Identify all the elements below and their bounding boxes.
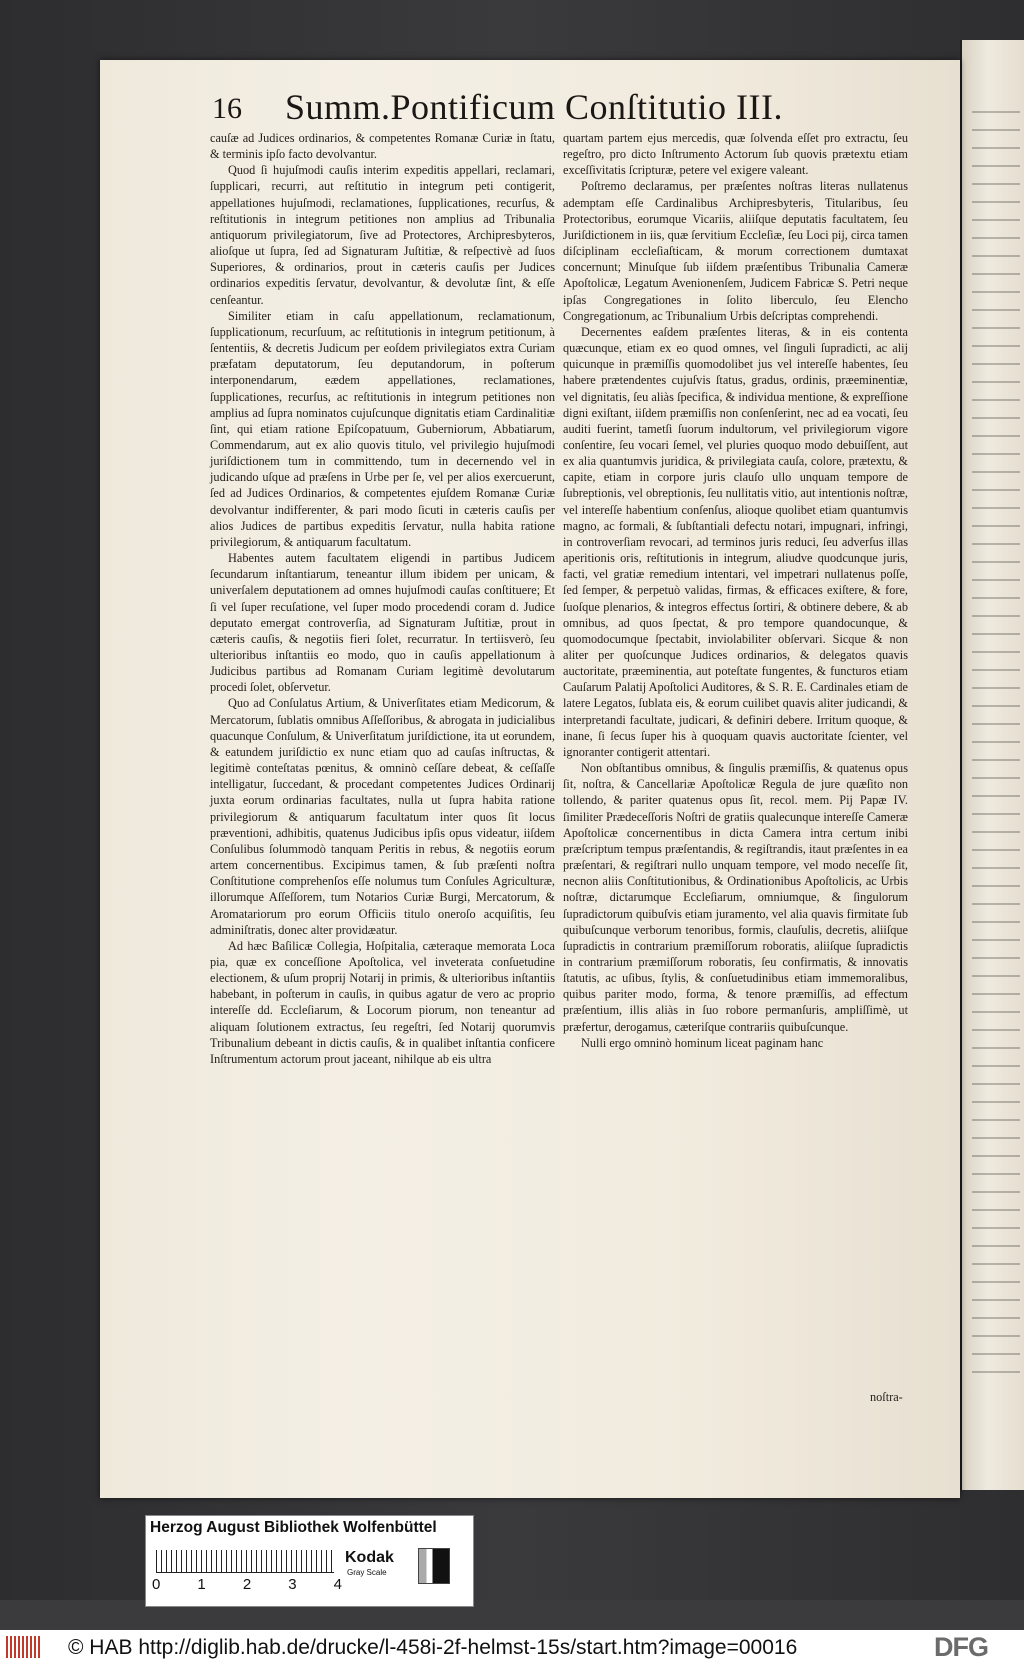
right-column [563,130,908,1051]
paragraph: cauſæ ad Judices ordinarios, & competentes Romanæ Curiæ in ſtatu, & terminis ipſo facto devolvantur. [210,131,555,162]
paragraph: Ad hæc Baſilicæ Collegia, Hoſpitalia, cæteraque memorata Loca pia, quæ ex conceſſione Apoſtolica, vel inveterata conſuetudine electionem, & uſum proprij Notarij in primis, & ulterioribus inſtantiis habebant, in poſterum in cauſis, in quibus agatur de vero ac proprio intereſſe dd. Eccleſiarum, & Locorum piorum, non teneantur ad aliquam ſolutionem extractus, ſeu regeſtri, ſed Notarij quorumvis Tribunalium debeant in dictis cauſis, & in qualibet inſtantia conficere Inſtrumentum actorum prout jaceant, nihilque ab eis ultra [210,938,555,1066]
paragraph: Habentes autem facultatem eligendi in partibus Judicem ſecundarum inſtantiarum, teneantur illum ibidem per unicam, & univerſalem deputationem ad omnes hujuſmodi cauſas conſtituere; Et ſi vel ſuper recuſatione, vel ſuper modo procedendi coram d. Judice deputato emergat controverſia, ad Signaturam Juſtitiæ, prout in cæteris cauſis, & negotiis fieri ſolet, recurratur. In tertiisverò, ſeu ulterioribus inſtantiis eo modo, quo in cauſis appellationum à Judicibus partibus ad Romanam Curiam legitimè devolutarum procedi ſolet, obſervetur. [210,551,555,695]
paragraph: quartam partem ejus mercedis, quæ ſolvenda eſſet pro extractu, ſeu regeſtro, pro dicto Inſtrumento Actorum ſub quovis prætextu etiam exceſſivitatis ſcripturæ, petere vel exigere valeant. [563,131,908,178]
dfg-logo: DFG [934,1632,988,1662]
paragraph: Nulli ergo omninò hominum liceat paginam hanc [581,1035,824,1050]
scale-number: 1 [197,1576,206,1593]
paragraph: Quod ſi hujuſmodi cauſis interim expeditis appellari, reclamari, ſupplicari, recurri, aut reſtitutio in integrum peti contigerit, appellationes hujuſmodi, reclamationes, ſupplicationes, recurſus, & reſtitutionis in integrum petitiones non amplius ad Tribunalia antiquorum privilegiatorum, ſive ad Protectores, Archipresbyteros, alioſque ut ſupra, ſed ad Signaturam Juſtitiæ, & reſpectivè ad ſuos Superiores, & ordinarios, prout in cæteris cauſis per Judices ordinarios expeditis ſervatur, devolvantur, & devolutæ ſint, & eſſe cenſeantur. [210,163,555,307]
paragraph: Quo ad Conſulatus Artium, & Univerſitates etiam Medicorum, & Mercatorum, ſublatis omnibus Aſſeſſoribus, & abrogata in judicialibus quacunque Conſulum, & Univerſitatum juriſdictione, ita ut eorundem, & eatundem juriſdictio ex nunc etiam quo ad cauſas inſtructas, & legitimè conteſtatas pœnitus, & omninò ceſſare debeat, & ceſſaſſe intelligatur, ſuccedant, & procedant competentes Judices Ordinarij juxta eorum ordinarias facultates, nulla ut ſupra habita ratione privilegiorum & antiquarum facultatum inter quos ſit locus præventioni, adhibitis, quatenus Judicibus ipſis opus videatur, iiſdem Conſulibus ſolummodò tanquam Peritis in rebus, & negotiis eorum artem concernentibus. Excipimus tamen, & ſub præſenti noſtra Conſtitutione comprehenſos eſſe nolumus tum Conſules Agriculturæ, illorumque Aſſeſſorem, tum Notarios Curiæ Burgi, Mercatorum, & Aromatariorum pro eorum Officiis titulo oneroſo acquiſitis, ſeu adminiſtratis, donec alter providæatur. [210,696,555,937]
scale-ruler [156,1550,334,1573]
paragraph: Non obſtantibus omnibus, & ſingulis præmiſſis, & quatenus opus ſit, noſtra, & Cancellariæ Apoſtolicæ Regula de jure quæſito non tollendo, & pariter quatenus opus ſit, recol. mem. Pij Papæ IV. ſimiliter Prædeceſſoris Noſtri de gratiis qualecunque intereſſe Cameræ Apoſtolicæ concernentibus in dicta Camera intra certum inibi præſcriptum tempus præſentandis, & regiſtrandis, itaut præſentes in ea præſentari, & regiſtrari nullo unquam tempore, vel modo neceſſe ſit, necnon aliis Conſtitutionibus, & Ordinationibus Apoſtolicis, ac Urbis noſtræ, dictarumque Eccleſiarum, omniumque, & ſingulorum ſupradictorum quibuſvis etiam juramento, vel alia quavis firmitate ſub quibuſcunque verborum tenoribus, formis, clauſulis, decretis, aliiſque ſupradictis in contrarium præmiſſorum roboratis, aliiſque ſupradictis in contrarium præmiſſorum roboratis, ſeu confirmatis, & innovatis ſtatutis, ac uſibus, ſtylis, & conſuetudinibus etiam immemoralibus, quibus pariter modo, forma, & tenore præmiſſis, ad effectum præſentium, illis aliàs in ſuo robore permanſuris, ampliſſimè, ut præfertur, derogamus, cæteriſque contrariis quibuſcunque. [563,761,908,1034]
scale-numbers [152,1576,342,1593]
library-name: Herzog August Bibliothek Wolfenbüttel [150,1519,437,1536]
catchword: noſtra- [870,1390,903,1404]
facing-page-text [972,100,1020,1380]
barcode-icon [6,1636,42,1658]
scale-number: 4 [333,1576,342,1593]
scale-number: 0 [152,1576,161,1593]
left-column [210,130,555,1067]
paragraph: Similiter etiam in caſu appellationum, reclamationum, ſupplicationum, recurſuum, ac reſtitutionis in integrum petitionum, à ſententiis, & decretis Judicum per eoſdem privilegiatos extra Curiam præfatam deputatorum, ſeu deputandorum, in poſterum interponendarum, eædem appellationes, reclamationes, ſupplicationes, recurſus, ac reſtitutionis in integrum petitiones non amplius ad ſupra nominatos cujuſcunque dignitatis etiam Cardinalitiæ ſint, qui etiam ratione Epiſcopatuum, Guberniorum, Abbatiarum, Commendarum, aut ex alio quovis titulo, vel privilegio hujuſmodi juriſdictionem tum in committendo, tum in decernendo vel in judicando uſque ad præſens in Urbe per ſe, vel per alios exercuerunt, ſed ad Judices Ordinarios, & competentes ejuſdem Romanæ Curiæ devolvantur indifferenter, & pari modo ſicuti in cæteris cauſis per alios Judices de partibus expeditis ſervatur, nulla habita ratione privilegiorum, & antiquarum facultatum. [210,308,555,549]
kodak-gray-scale-label: Gray Scale [347,1568,387,1577]
gray-patch [418,1548,450,1584]
paragraph: Poſtremo declaramus, per præſentes noſtras literas nullatenus ademptam eſſe Cardinalibus Archipresbyteris, Titularibus, ſeu Protectoribus, eorumque Vicariis, aliiſque deputatis facultatem, ſeu Juriſdictionem in iis, quæ ſervitium Eccleſiæ, ſeu Loci pij, circa tamen diſciplinam eccleſiaſticam, & morum correctionem dumtaxat concernunt; Minuſque ſub iiſdem præſentibus Tribunalia Cameræ Apoſtolicæ, Legatum Avenionenſem, Judicem Fabricæ S. Petri neque ipſas Congregationes in ſolito liberculo, ſeu Elencho Congregationum, ac Tribunalium Urbis deſcriptas comprehendi. [563,179,908,323]
kodak-logo: Kodak [345,1549,394,1566]
paragraph: Decernentes eaſdem præſentes literas, & in eis contenta quæcunque, etiam ex eo quod omnes, vel ſinguli ſupradicti, ac alij quicunque in præmiſſis quomodolibet jus vel intereſſe habentes, ſeu habere prætendentes cujuſvis ſtatus, gradus, ordinis, præeminentiæ, vel dignitatis, ſeu aliàs ſpecifica, & individua mentione, & expreſſione digni exiſtant, iiſdem præmiſſis non conſenſerint, nec ad ea vocati, ſeu auditi fuerint, tametſi ſuorum indultorum, vel privilegiorum vigore conſentire, ſeu vocari ſemel, vel pluries quoquo modo debuiſſent, aut ex alia quantumvis juridica, & privilegiata cauſa, colore, prætextu, & capite, etiam in corpore juris clauſo ullo unquam tempore de ſubreptionis, vel obreptionis, ſeu nullitatis vitio, aut intentionis noſtræ, vel intereſſe habentium conſenſus, alioque quolibet etiam quantumvis magno, ac formali, & ſubſtantiali defectu notari, impugnari, infringi, in controverſiam revocari, ad terminos juris reduci, ſeu adverſus illas aperitionis oris, reſtitutionis in integrum, aliudve quodcunque juris, facti, vel gratiæ remedium intentari, vel impetrari nullatenus poſſe, ſed ſemper, & perpetuò validas, firmas, & efficaces exiſtere, & fore, ſuoſque plenarios, & integros effectus ſortiri, & obtinere debere, & ab omnibus, ad quos ſpectat, & pro tempore quandocunque, & quomodocumque ſpectabit, inviolabiliter obſervari. Sicque & non aliter per quoſcunque Judices ordinarios, & delegatos quavis auctoritate, præeminentia, aut poteſtate fungentes, & functuros etiam Cauſarum Palatij Apoſtolici Auditores, & S. R. E. Cardinales etiam de latere Legatos, ſublata eis, & eorum cuilibet quavis aliter judicandi, & interpretandi facultate, judicari, & definiri debere. Irritum quoque, & inane, ſi ſecus ſuper his à quoquam quavis auctoritate ſcienter, vel ignoranter contigerit attentari. [563,324,908,759]
scale-number: 3 [288,1576,297,1593]
running-head: Summ.Pontificum Conſtitutio III. [285,87,784,127]
page-number: 16 [212,92,242,125]
footer-url[interactable]: © HAB http://diglib.hab.de/drucke/l-458i-2f-helmst-15s/start.htm?image=00016 [68,1636,798,1659]
scale-number: 2 [242,1576,252,1593]
